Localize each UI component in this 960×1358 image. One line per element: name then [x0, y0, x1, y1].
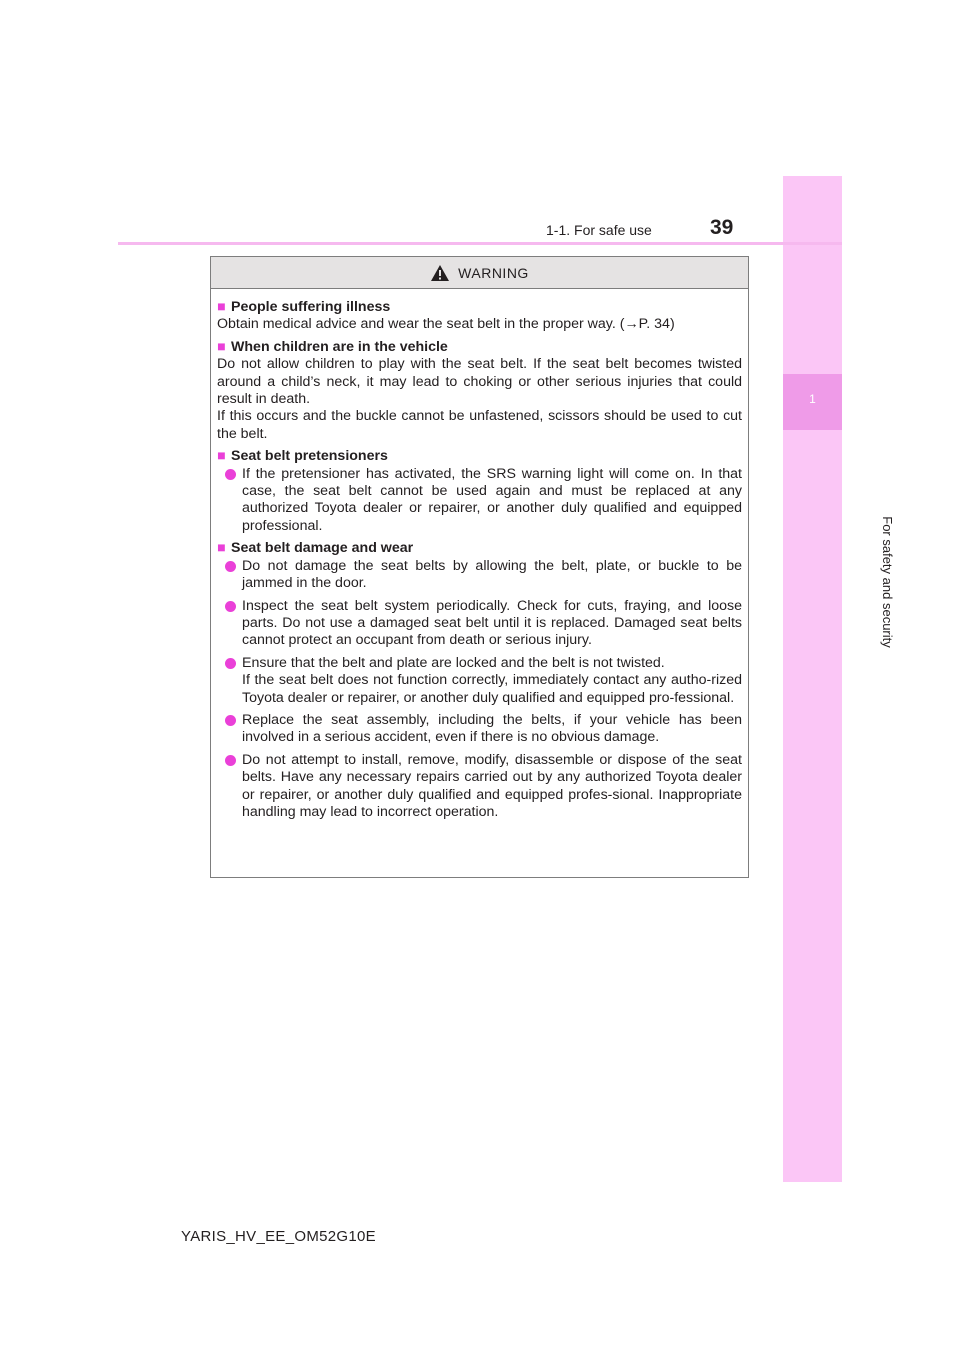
bullet-dot-icon: [225, 561, 236, 572]
square-marker-icon: ■: [217, 448, 226, 465]
warning-section-title: [217, 299, 742, 316]
bullet-text: If the pretensioner has activated, the SRS warning light will come on. In that case, the seat belt cannot be used again and must be replaced at any authorized Toyota dealer or repairer, or another duly qualified and equipped professional.: [242, 465, 742, 534]
bullet-item: [225, 712, 742, 747]
section-paragraph: If this occurs and the buckle cannot be unfastened, scissors should be used to cut the belt.: [217, 408, 742, 442]
bullet-dot-icon: [225, 469, 236, 480]
warning-section: [217, 339, 742, 443]
warning-triangle-icon: [430, 264, 450, 282]
bullet-text: Replace the seat assembly, including the belts, if your vehicle has been involved in a serious accident, even if there is no obvious damage.: [242, 711, 742, 746]
warning-section: [217, 540, 742, 821]
section-title-text: People suffering illness: [231, 299, 391, 315]
section-paragraph: Do not allow children to play with the seat belt. If the seat belt becomes twisted around a child’s neck, it may lead to choking or other serious injuries that could result in death.: [217, 356, 742, 408]
square-marker-icon: ■: [217, 299, 226, 315]
warning-header: [211, 257, 748, 289]
warning-section: [217, 448, 742, 535]
chapter-label: For safety and security: [880, 516, 895, 648]
section-title-text: When children are in the vehicle: [231, 338, 448, 355]
bullet-dot-icon: [225, 658, 236, 669]
bullet-dot-icon: [225, 601, 236, 612]
warning-section-title: [217, 540, 742, 557]
bullet-dot-icon: [225, 715, 236, 726]
bullet-dot-icon: [225, 755, 236, 766]
warning-body: [211, 289, 748, 821]
bullet-text: Ensure that the belt and plate are locked and the belt is not twisted. If the seat belt does not function correctly, immediately contact any autho-rized Toyota dealer or repairer, or another duly qualified and equipped pro-fessional.: [242, 654, 742, 706]
section-heading: 1-1. For safe use: [546, 222, 652, 238]
bullet-text: Do not attempt to install, remove, modify, disassemble or dispose of the seat belts. Have any necessary repairs carried out by any authorized Toyota dealer or repairer, or another duly qualified and equipped profes-sional. Inappropriate handling may lead to incorrect operation.: [242, 751, 742, 820]
page-number: 39: [710, 216, 734, 239]
bullet-item: [225, 558, 742, 593]
bullet-text: Do not damage the seat belts by allowing the belt, plate, or buckle to be jammed in the door.: [242, 557, 742, 592]
header-divider: [118, 242, 842, 245]
warning-section: [217, 299, 742, 334]
bullet-item: [225, 598, 742, 650]
bullet-item: [225, 466, 742, 536]
warning-box: [210, 256, 749, 878]
bullet-text: Inspect the seat belt system periodically. Check for cuts, fraying, and loose parts. Do not use a damaged seat belt until it is replaced. Damaged seat belts cannot protect an occupant from death or serious injury.: [242, 597, 742, 649]
bullet-item: [225, 752, 742, 822]
square-marker-icon: ■: [217, 540, 226, 557]
square-marker-icon: ■: [217, 338, 226, 355]
section-title-text: Seat belt damage and wear: [231, 540, 414, 557]
section-title-text: Seat belt pretensioners: [231, 448, 388, 465]
chapter-side-strip: [783, 176, 842, 1182]
warning-title: WARNING: [458, 264, 529, 281]
warning-section-title: [217, 339, 742, 356]
manual-code: YARIS_HV_EE_OM52G10E: [181, 1228, 376, 1245]
bullet-item: [225, 655, 742, 707]
chapter-number: 1: [809, 392, 816, 406]
section-paragraph: Obtain medical advice and wear the seat belt in the proper way. (→P. 34): [217, 316, 675, 333]
warning-section-title: [217, 448, 742, 465]
